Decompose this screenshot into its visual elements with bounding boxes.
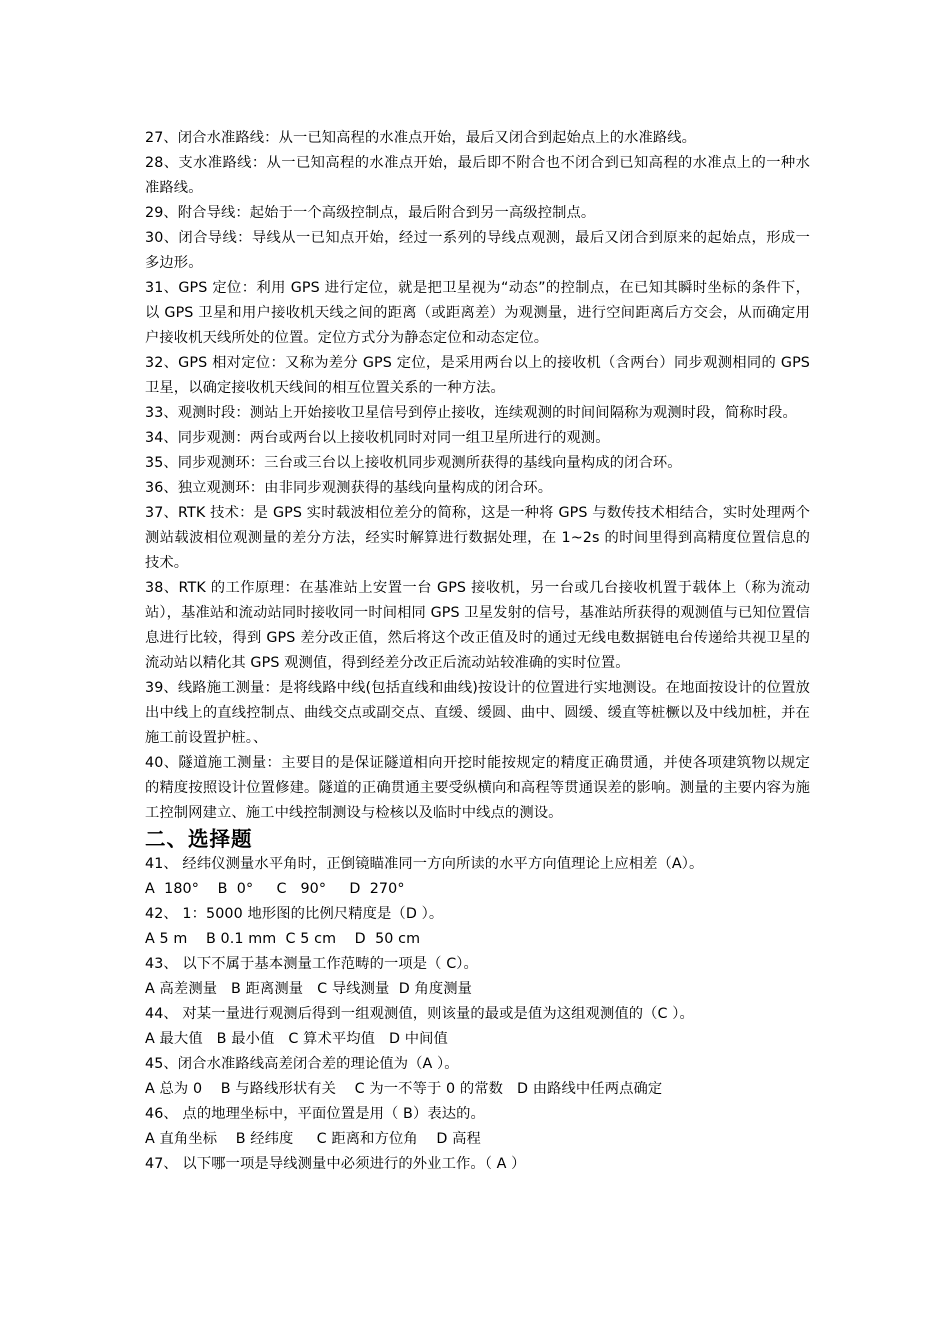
definition-38: 38、RTK 的工作原理：在基准站上安置一台 GPS 接收机，另一台或几台接收机置于载体上（称为流动站），基准站和流动站同时接收同一时间相同 GPS 卫星发射的信号，基准站所获得的观测值与已知位置信息进行比较，得到 GPS 差分改正值，然后将这个改正值及时的通过无线电数据链电台传递给共视卫星的流动站以精化其 GPS 观测值，得到经差分改正后流动站较准确的实时位置。 [145, 580, 810, 671]
definition-27: 27、闭合水准路线：从一已知高程的水准点开始，最后又闭合到起始点上的水准路线。 [145, 130, 697, 146]
definition-28: 28、支水准路线：从一已知高程的水准点开始，最后即不附合也不闭合到已知高程的水准点上的一种水准路线。 [145, 155, 810, 196]
question-42: 42、 1：5000 地形图的比例尺精度是（D ）。 [145, 906, 444, 922]
page-content [145, 126, 810, 1177]
question-45-options: A 总为 0 B 与路线形状有关 C 为一不等于 0 的常数 D 由路线中任两点确定 [145, 1081, 663, 1097]
question-46-options: A 直角坐标 B 经纬度 C 距离和方位角 D 高程 [145, 1131, 481, 1147]
question-46: 46、 点的地理坐标中，平面位置是用（ B）表达的。 [145, 1106, 485, 1122]
question-44: 44、 对某一量进行观测后得到一组观测值，则该量的最或是值为这组观测值的（C ）。 [145, 1006, 694, 1022]
question-42-options: A 5 m B 0.1 mm C 5 cm D 50 cm [145, 931, 421, 947]
definition-37: 37、RTK 技术：是 GPS 实时载波相位差分的简称，这是一种将 GPS 与数传技术相结合，实时处理两个测站载波相位观测量的差分方法，经实时解算进行数据处理，在 1~2s 的时间里得到高精度位置信息的技术。 [145, 505, 810, 571]
definition-29: 29、附合导线：起始于一个高级控制点，最后附合到另一高级控制点。 [145, 205, 596, 221]
definition-31: 31、GPS 定位：利用 GPS 进行定位，就是把卫星视为“动态”的控制点，在已知其瞬时坐标的条件下，以 GPS 卫星和用户接收机天线之间的距离（或距离差）为观测量，进行空间距离后方交会，从而确定用户接收机天线所处的位置。定位方式分为静态定位和动态定位。 [145, 280, 810, 346]
definition-36: 36、独立观测环：由非同步观测获得的基线向量构成的闭合环。 [145, 480, 553, 496]
definition-39: 39、线路施工测量：是将线路中线(包括直线和曲线)按设计的位置进行实地测设。在地面按设计的位置放出中线上的直线控制点、曲线交点或副交点、直缓、缓圆、曲中、圆缓、缓直等桩橛以及中线加桩，并在施工前设置护桩。、 [145, 680, 810, 746]
question-41: 41、 经纬仪测量水平角时，正倒镜瞄准同一方向所读的水平方向值理论上应相差（A）。 [145, 856, 704, 872]
definition-35: 35、同步观测环：三台或三台以上接收机同步观测所获得的基线向量构成的闭合环。 [145, 455, 682, 471]
question-43-options: A 高差测量 B 距离测量 C 导线测量 D 角度测量 [145, 981, 473, 997]
question-41-options: A 180° B 0° C 90° D 270° [145, 881, 405, 897]
question-45: 45、闭合水准路线高差闭合差的理论值为（A ）。 [145, 1056, 459, 1072]
definition-33: 33、观测时段：测站上开始接收卫星信号到停止接收，连续观测的时间间隔称为观测时段，简称时段。 [145, 405, 797, 421]
question-43: 43、 以下不属于基本测量工作范畴的一项是（ C）。 [145, 956, 478, 972]
definition-32: 32、GPS 相对定位：又称为差分 GPS 定位，是采用两台以上的接收机（含两台）同步观测相同的 GPS 卫星，以确定接收机天线间的相互位置关系的一种方法。 [145, 355, 810, 396]
question-47: 47、 以下哪一项是导线测量中必须进行的外业工作。（ A ） [145, 1156, 526, 1172]
definition-34: 34、同步观测：两台或两台以上接收机同时对同一组卫星所进行的观测。 [145, 430, 610, 446]
section-heading-choice: 二、选择题 [145, 827, 253, 851]
question-44-options: A 最大值 B 最小值 C 算术平均值 D 中间值 [145, 1031, 448, 1047]
definition-40: 40、隧道施工测量：主要目的是保证隧道相向开挖时能按规定的精度正确贯通，并使各项建筑物以规定的精度按照设计位置修建。隧道的正确贯通主要受纵横向和高程等贯通误差的影响。测量的主要内容为施工控制网建立、施工中线控制测设与检核以及临时中线点的测设。 [145, 755, 810, 821]
definition-30: 30、闭合导线：导线从一已知点开始，经过一系列的导线点观测，最后又闭合到原来的起始点，形成一多边形。 [145, 230, 810, 271]
